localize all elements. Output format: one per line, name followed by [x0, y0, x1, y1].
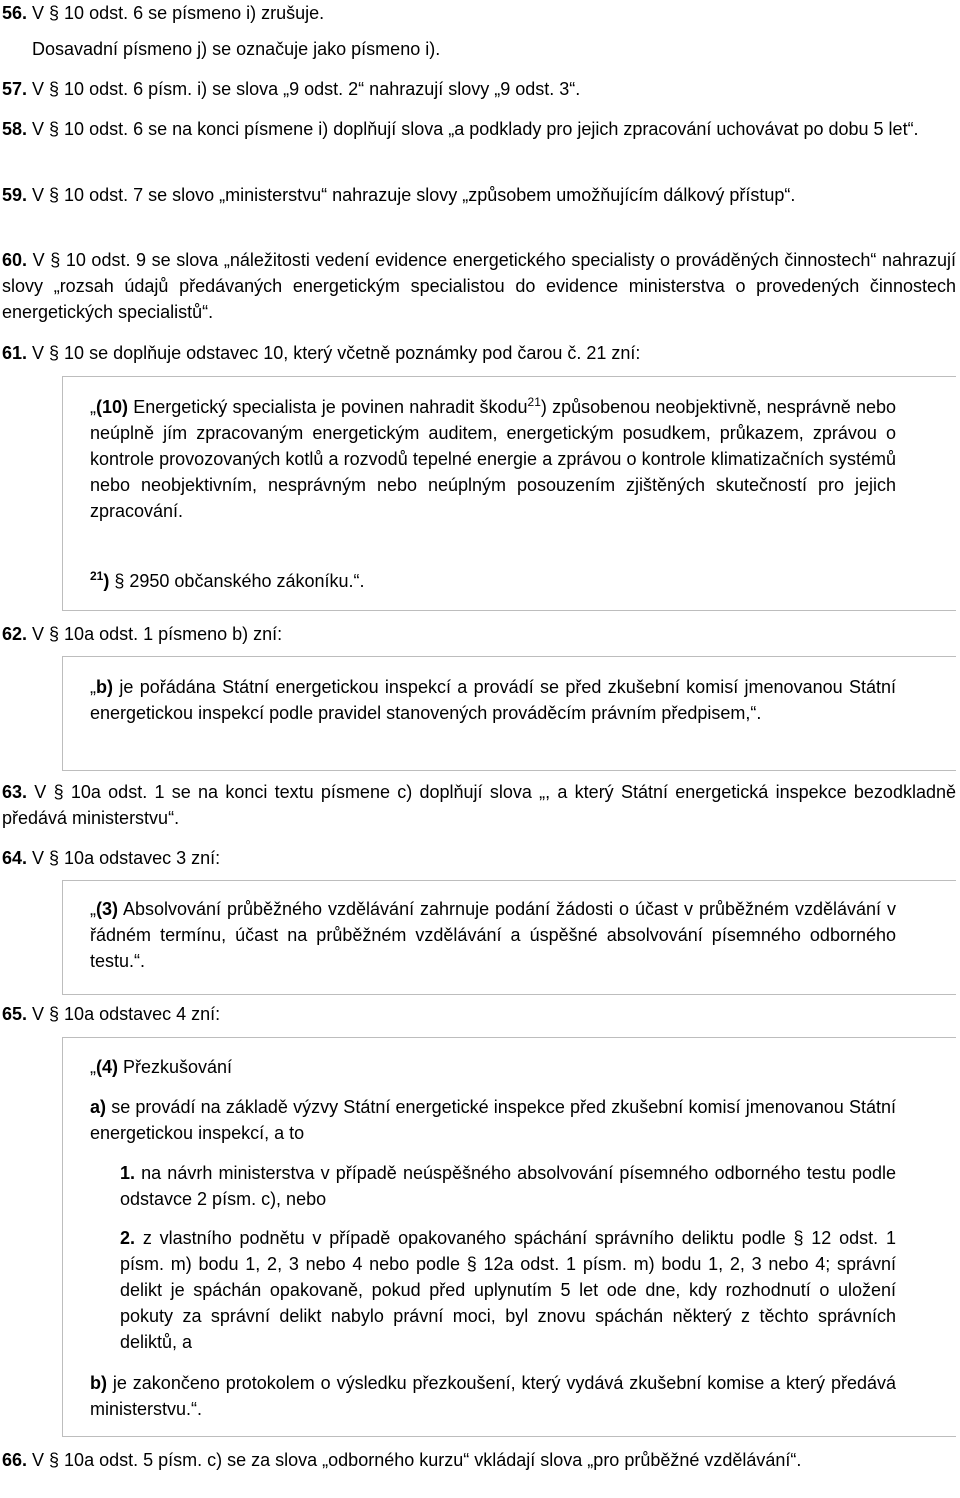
quote-open: „	[90, 899, 96, 919]
item-text: V § 10a odst. 1 písmeno b) zní:	[27, 624, 283, 644]
item-number: 59.	[2, 185, 28, 205]
item-56-continuation	[32, 36, 932, 62]
paragraph-4-title	[90, 1054, 896, 1080]
letter-a-paragraph	[90, 1094, 896, 1146]
item-number: 60.	[2, 250, 28, 270]
paragraph-title: Přezkušování	[118, 1057, 233, 1077]
item-text: V § 10 se doplňuje odstavec 10, který včetně poznámky pod čarou č. 21 zní:	[27, 343, 641, 363]
item-text: V § 10a odst. 5 písm. c) se za slova „odborného kurzu“ vkládají slova „pro průběžné vzdělávání“.	[27, 1450, 802, 1470]
item-61	[2, 340, 956, 366]
footnote-number: 21	[90, 569, 104, 583]
letter-b-paragraph	[90, 1370, 896, 1422]
item-number: 61.	[2, 343, 28, 363]
letter-label: b)	[90, 1373, 107, 1393]
item-number: 57.	[2, 79, 28, 99]
quote-open: „	[90, 677, 96, 697]
letter-label: b)	[96, 677, 113, 697]
item-56	[2, 0, 956, 26]
footnote-paren: )	[103, 571, 110, 591]
item-text: V § 10 odst. 6 písm. i) se slova „9 odst. 2“ nahrazují slovy „9 odst. 3“.	[27, 79, 581, 99]
item-58	[2, 116, 956, 142]
item-number: 66.	[2, 1450, 28, 1470]
letter-b-paragraph	[90, 674, 896, 726]
paragraph-3	[90, 896, 896, 974]
paragraph-text: ) způsobenou neobjektivně, nesprávně nebo neúplně jím zpracovaným energetickým auditem, energetickým posudkem, průkazem, zprávou o kontrole provozovaných kotlů a rozvodů tepelné energie a zprávou o kontrole klimatizačních systémů nebo neobjektivním, nesprávným nebo neúplným posouzením zjištěných skutečností pro jejich zpracování.	[90, 397, 897, 521]
item-text: V § 10a odstavec 4 zní:	[27, 1004, 221, 1024]
item-64	[2, 845, 956, 871]
item-number: 62.	[2, 624, 28, 644]
item-number: 63.	[2, 782, 28, 802]
footnote-text: § 2950 občanského zákoníku.“.	[109, 571, 365, 591]
item-number: 58.	[2, 119, 28, 139]
point-1	[120, 1160, 896, 1212]
paragraph-number: (3)	[96, 899, 118, 919]
paragraph-text: Energetický specialista je povinen nahradit škodu	[128, 397, 528, 417]
item-text: V § 10 odst. 7 se slovo „ministerstvu“ nahrazuje slovy „způsobem umožňujícím dálkový přístup“.	[27, 185, 796, 205]
point-2	[120, 1225, 896, 1355]
paragraph-text: Absolvování průběžného vzdělávání zahrnuje podání žádosti o účast v průběžném vzdělávání v řádném termínu, účast na průběžném vzdělávání a úspěšné absolvování písemného odborného testu.“.	[90, 899, 896, 971]
item-text: V § 10a odst. 1 se na konci textu písmene c) doplňují slova „, a který Státní energetická inspekce bezodkladně předává ministerstvu“.	[2, 782, 956, 828]
item-text: Dosavadní písmeno j) se označuje jako písmeno i).	[32, 39, 441, 59]
item-text: V § 10 odst. 9 se slova „náležitosti vedení evidence energetického specialisty o prováděných činnostech“ nahrazují slovy „rozsah údajů předávaných energetickým specialistou do evidence ministerstva o provedených činnostech energetických specialistů“.	[2, 250, 956, 322]
footnote-21	[90, 568, 896, 594]
item-60	[2, 247, 956, 325]
item-number: 64.	[2, 848, 28, 868]
item-text: V § 10 odst. 6 se písmeno i) zrušuje.	[27, 3, 325, 23]
paragraph-number: (4)	[96, 1057, 118, 1077]
paragraph-text: je zakončeno protokolem o výsledku přezkoušení, který vydává zkušební komise a který předává ministerstvu.“.	[90, 1373, 896, 1419]
item-66	[2, 1447, 956, 1473]
item-65	[2, 1001, 956, 1027]
paragraph-text: se provádí na základě výzvy Státní energetické inspekce před zkušební komisí jmenovanou Státní energetickou inspekcí, a to	[90, 1097, 896, 1143]
item-text: V § 10 odst. 6 se na konci písmene i) doplňují slova „a podklady pro jejich zpracování uchovávat po dobu 5 let“.	[27, 119, 919, 139]
point-label: 2.	[120, 1228, 136, 1248]
paragraph-number: (10)	[96, 397, 129, 417]
paragraph-10	[90, 394, 896, 524]
paragraph-text: je pořádána Státní energetickou inspekcí a provádí se před zkušební komisí jmenovanou Státní energetickou inspekcí podle pravidel stanovených prováděcím právním předpisem,“.	[90, 677, 896, 723]
item-57	[2, 76, 956, 102]
item-62	[2, 621, 956, 647]
item-number: 56.	[2, 3, 28, 23]
paragraph-text: z vlastního podnětu v případě opakovaného spáchání správního deliktu podle § 12 odst. 1 písm. m) bodu 1, 2, 3 nebo 4 nebo podle § 12a odst. 1 písm. m) bodu 1, 2, 3 nebo 4; správní delikt je spáchán opakovaně, pokud před uplynutím 5 let ode dne, kdy rozhodnutí o uložení pokuty za správní delikt nabylo právní moci, byl znovu spáchán některý z těchto správních deliktů, a	[120, 1228, 896, 1352]
footnote-reference: 21	[527, 395, 541, 409]
item-number: 65.	[2, 1004, 28, 1024]
paragraph-text: na návrh ministerstva v případě neúspěšného absolvování písemného odborného testu podle odstavce 2 písm. c), nebo	[120, 1163, 896, 1209]
item-59	[2, 182, 956, 208]
item-63	[2, 779, 956, 831]
letter-label: a)	[90, 1097, 107, 1117]
item-text: V § 10a odstavec 3 zní:	[27, 848, 221, 868]
quote-open: „	[90, 1057, 96, 1077]
quote-open: „	[90, 397, 96, 417]
point-label: 1.	[120, 1163, 136, 1183]
